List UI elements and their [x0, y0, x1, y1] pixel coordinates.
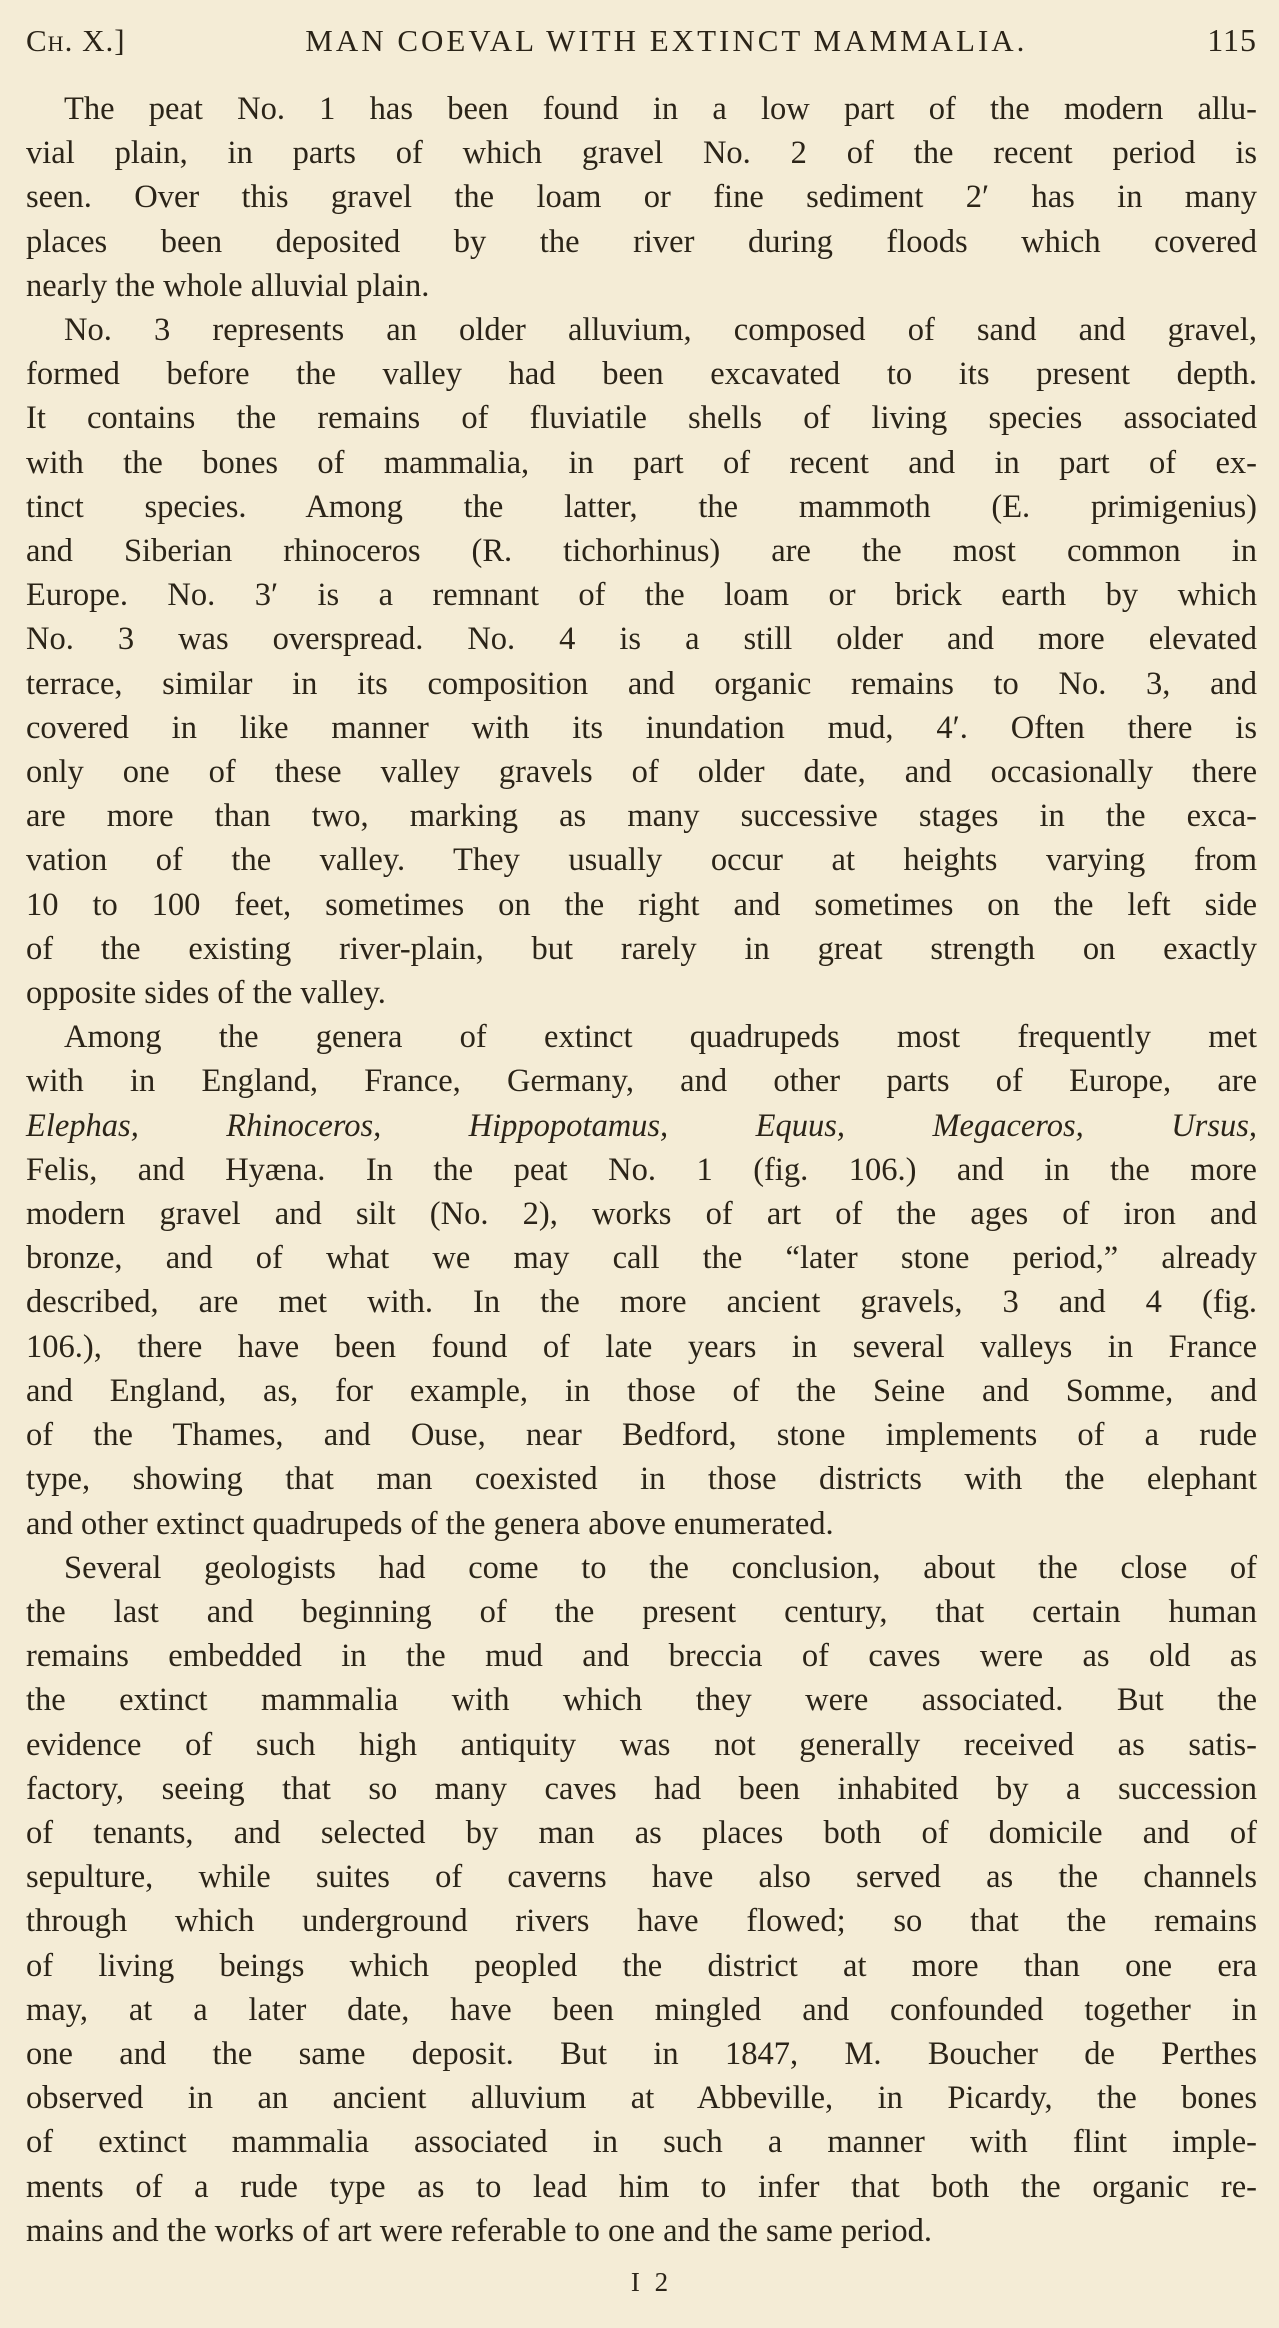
text-line-italic: and Siberian rhinoceros (R. tichorhinus) are the most common in: [26, 533, 1257, 570]
text-line: seen. Over this gravel the loam or fine sediment 2′ has in many: [26, 179, 1257, 216]
text-line: formed before the valley had been excavated to its present depth.: [26, 356, 1257, 393]
text-line-italic: tinct species. Among the latter, the mammoth (E. primigenius): [26, 488, 1257, 525]
text-line: factory, seeing that so many caves had been inhabited by a succession: [26, 1770, 1257, 1807]
text-line: of extinct mammalia associated in such a manner with flint imple-: [26, 2124, 1257, 2161]
text-line: No. 3 represents an older alluvium, composed of sand and gravel,: [64, 312, 1257, 349]
text-line: through which underground rivers have flowed; so that the remains: [26, 1903, 1257, 1940]
text-line: covered in like manner with its inundation mud, 4′. Often there is: [26, 709, 1257, 746]
text-line: 10 to 100 feet, sometimes on the right and sometimes on the left side: [26, 886, 1257, 923]
text-line: opposite sides of the valley.: [26, 975, 386, 1012]
text-line-italic: Elephas, Rhinoceros, Hippopotamus, Equus, Megaceros, Ursus,: [26, 1107, 1257, 1144]
text-line: described, are met with. In the more ancient gravels, 3 and 4 (fig.: [26, 1284, 1257, 1321]
text-line: vation of the valley. They usually occur at heights varying from: [26, 842, 1257, 879]
running-title: MAN COEVAL WITH EXTINCT MAMMALIA.: [305, 23, 1028, 58]
paragraph-4: [26, 1546, 1257, 2253]
text-line: It contains the remains of fluviatile shells of living species associated: [26, 400, 1257, 437]
text-line: terrace, similar in its composition and organic remains to No. 3, and: [26, 665, 1257, 702]
text-line: of tenants, and selected by man as places both of domicile and of: [26, 1814, 1257, 1851]
text-line: sepulture, while suites of caverns have also served as the channels: [26, 1859, 1257, 1896]
text-line: with the bones of mammalia, in part of recent and in part of ex-: [26, 444, 1257, 481]
text-line: and other extinct quadrupeds of the genera above enumerated.: [26, 1505, 834, 1542]
text-line: Felis, and Hyæna. In the peat No. 1 (fig. 106.) and in the more: [26, 1151, 1257, 1188]
text-line: No. 3 was overspread. No. 4 is a still older and more elevated: [26, 621, 1257, 658]
paragraph-2: [26, 308, 1257, 1015]
text-line: modern gravel and silt (No. 2), works of art of the ages of iron and: [26, 1196, 1257, 1233]
signature-mark: I 2: [630, 2266, 673, 2297]
text-line: ments of a rude type as to lead him to infer that both the organic re-: [26, 2168, 1257, 2205]
text-line: evidence of such high antiquity was not generally received as satis-: [26, 1726, 1257, 1763]
text-line: may, at a later date, have been mingled and confounded together in: [26, 1991, 1257, 2028]
text-line: the last and beginning of the present century, that certain human: [26, 1593, 1257, 1630]
page-number: 115: [1207, 22, 1257, 58]
text-line: only one of these valley gravels of older date, and occasionally there: [26, 754, 1257, 791]
text-line: Europe. No. 3′ is a remnant of the loam or brick earth by which: [26, 577, 1257, 614]
text-line: bronze, and of what we may call the “later stone period,” already: [26, 1240, 1257, 1277]
chapter-label: Ch. X.]: [26, 23, 126, 58]
text-line: observed in an ancient alluvium at Abbeville, in Picardy, the bones: [26, 2080, 1257, 2117]
text-line: of the existing river-plain, but rarely in great strength on exactly: [26, 930, 1257, 967]
text-line: mains and the works of art were referable to one and the same period.: [26, 2212, 933, 2249]
text-line: Several geologists had come to the conclusion, about the close of: [64, 1549, 1257, 1586]
text-line: and England, as, for example, in those of the Seine and Somme, and: [26, 1372, 1257, 1409]
running-head: [26, 22, 1257, 59]
text-line: places been deposited by the river during floods which covered: [26, 223, 1257, 260]
text-line: 106.), there have been found of late years in several valleys in France: [26, 1328, 1257, 1365]
paragraph-3: [26, 1015, 1257, 1545]
paragraph-1: [26, 87, 1257, 308]
text-line: nearly the whole alluvial plain.: [26, 267, 430, 304]
text-line: remains embedded in the mud and breccia of caves were as old as: [26, 1638, 1257, 1675]
text-line: are more than two, marking as many successive stages in the exca-: [26, 798, 1257, 835]
text-line: Among the genera of extinct quadrupeds most frequently met: [64, 1019, 1257, 1056]
text-line: of living beings which peopled the district at more than one era: [26, 1947, 1257, 1984]
text-line: vial plain, in parts of which gravel No. 2 of the recent period is: [26, 135, 1257, 172]
text-line: with in England, France, Germany, and other parts of Europe, are: [26, 1063, 1257, 1100]
text-line: type, showing that man coexisted in those districts with the elephant: [26, 1461, 1257, 1498]
body-text: [26, 87, 1257, 2253]
text-line: one and the same deposit. But in 1847, M. Boucher de Perthes: [26, 2035, 1257, 2072]
text-line: The peat No. 1 has been found in a low part of the modern allu-: [64, 91, 1257, 127]
text-line: the extinct mammalia with which they were associated. But the: [26, 1682, 1257, 1719]
text-line: of the Thames, and Ouse, near Bedford, stone implements of a rude: [26, 1417, 1257, 1454]
